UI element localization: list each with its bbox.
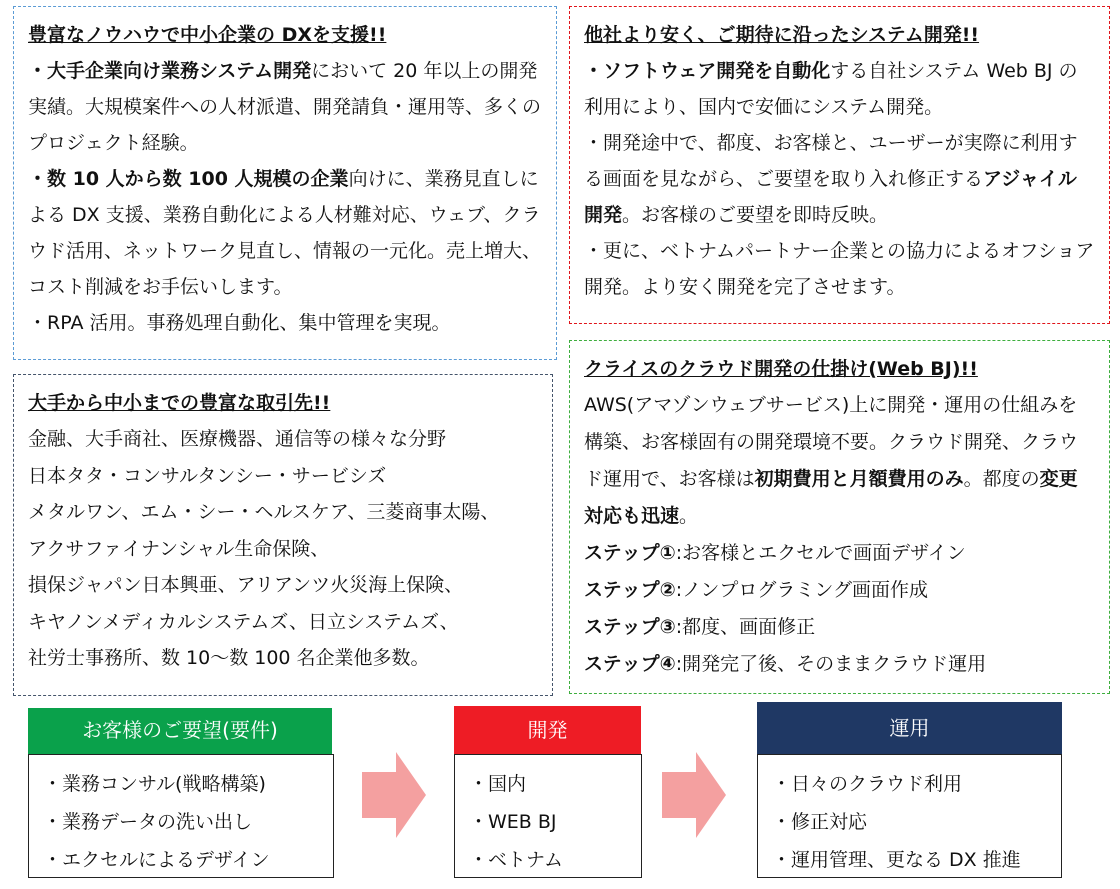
cloud-dev-description xyxy=(584,387,1095,535)
client-line: キヤノンメディカルシステムズ、日立システムズ、 xyxy=(28,610,459,633)
flow-operation-header: 運用 xyxy=(757,702,1062,754)
bullet-bold: ・数 10 人から数 100 人規模の企業 xyxy=(28,168,349,190)
step-text: :開発完了後、そのままクラウド運用 xyxy=(675,653,987,675)
flow-development-header: 開発 xyxy=(454,706,641,754)
desc-bold: 初期費用と月額費用のみ xyxy=(754,468,964,490)
step-3 xyxy=(584,609,1095,646)
step-4 xyxy=(584,646,1095,683)
client-line: メタルワン、エム・シー・ヘルスケア、三菱商事太陽、 xyxy=(28,501,500,523)
flow-requirements-body xyxy=(28,754,334,878)
bullet-text: において 20 年以上の開発実績。大規模案件への人材派遣、開発請負・運用等、多くのプロジェクト経験。 xyxy=(28,60,542,154)
low-cost-dev-heading: 他社より安く、ご期待に沿ったシステム開発!! xyxy=(584,24,980,46)
dx-support-panel xyxy=(13,6,557,360)
desc-bold: 変更対応も迅速 xyxy=(584,468,1078,527)
step-label: ステップ③ xyxy=(584,616,676,638)
cloud-dev-heading: クライスのクラウド開発の仕掛け(Web BJ)!! xyxy=(584,358,978,380)
desc-text: 。 xyxy=(679,505,699,527)
cloud-dev-panel xyxy=(569,340,1110,694)
flow-item: ・国内 xyxy=(469,773,527,795)
client-line: アクサファイナンシャル生命保険、 xyxy=(28,537,330,560)
dx-support-bullet-2 xyxy=(28,161,542,305)
client-line: 金融、大手商社、医療機器、通信等の様々な分野 xyxy=(28,428,447,450)
step-label: ステップ② xyxy=(584,579,676,601)
step-label: ステップ① xyxy=(584,542,676,564)
step-label: ステップ④ xyxy=(584,653,676,675)
desc-text: AWS(アマゾンウェブサービス)上に開発・運用の仕組みを構築、お客様固有の開発環境不要。クラウド開発、クラウド運用で、お客様は xyxy=(584,394,1079,490)
flow-item: ・エクセルによるデザイン xyxy=(43,849,270,871)
client-line: 社労士事務所、数 10〜数 100 名企業他多数。 xyxy=(28,647,430,669)
clients-panel xyxy=(13,374,553,696)
flow-item: ・日々のクラウド利用 xyxy=(772,773,963,795)
step-text: :ノンプログラミング画面作成 xyxy=(675,579,928,601)
arrow-right-icon xyxy=(362,752,426,838)
dx-support-bullet-3 xyxy=(28,305,542,341)
dx-support-heading: 豊富なノウハウで中小企業の DXを支援!! xyxy=(28,24,387,46)
bullet-text: する自社システム Web BJ の利用により、国内で安価にシステム開発。 xyxy=(584,60,1078,118)
flow-operation-body xyxy=(757,754,1062,878)
flow-item: ・業務コンサル(戦略構築) xyxy=(43,773,266,795)
flow-item: ・運用管理、更なる DX 推進 xyxy=(772,849,1021,871)
bullet-text: 。お客様のご要望を即時反映。 xyxy=(622,204,889,226)
flow-item: ・業務データの洗い出し xyxy=(43,811,253,833)
client-line: 損保ジャパン日本興亜、アリアンツ火災海上保険、 xyxy=(28,574,464,596)
desc-text: 。都度の xyxy=(963,468,1040,490)
bullet-bold: アジャイル開発 xyxy=(584,168,1077,226)
low-cost-bullet-3 xyxy=(584,233,1095,305)
dx-support-bullet-1 xyxy=(28,53,542,161)
low-cost-dev-panel xyxy=(569,6,1110,324)
flow-requirements-header: お客様のご要望(要件) xyxy=(28,708,332,754)
client-line: 日本タタ・コンサルタンシー・サービシズ xyxy=(28,464,387,487)
step-2 xyxy=(584,572,1095,609)
flow-item: ・ベトナム xyxy=(469,849,564,871)
step-text: :お客様とエクセルで画面デザイン xyxy=(675,542,966,564)
bullet-text: ・更に、ベトナムパートナー企業との協力によるオフショア開発。より安く開発を完了させます。 xyxy=(584,240,1095,298)
clients-heading: 大手から中小までの豊富な取引先!! xyxy=(28,392,331,414)
low-cost-bullet-1 xyxy=(584,53,1095,125)
flow-development-body xyxy=(454,754,642,878)
bullet-bold: ・ソフトウェア開発を自動化 xyxy=(584,60,831,82)
bullet-text: ・開発途中で、都度、お客様と、ユーザーが実際に利用する画面を見ながら、ご要望を取り入れ修正する xyxy=(584,132,1078,190)
bullet-text: ・RPA 活用。事務処理自動化、集中管理を実現。 xyxy=(28,312,451,334)
step-1 xyxy=(584,535,1095,572)
low-cost-bullet-2 xyxy=(584,125,1095,233)
step-text: :都度、画面修正 xyxy=(675,616,816,638)
arrow-right-icon xyxy=(662,752,726,838)
flow-item: ・修正対応 xyxy=(772,811,868,833)
flow-item: ・WEB BJ xyxy=(469,811,557,833)
bullet-bold: ・大手企業向け業務システム開発 xyxy=(28,60,312,82)
bullet-text: 向けに、業務見直しによる DX 支援、業務自動化による人材難対応、ウェブ、クラウド活用、ネットワーク見直し、情報の一元化。売上増大、コスト削減をお手伝いします。 xyxy=(28,168,542,298)
